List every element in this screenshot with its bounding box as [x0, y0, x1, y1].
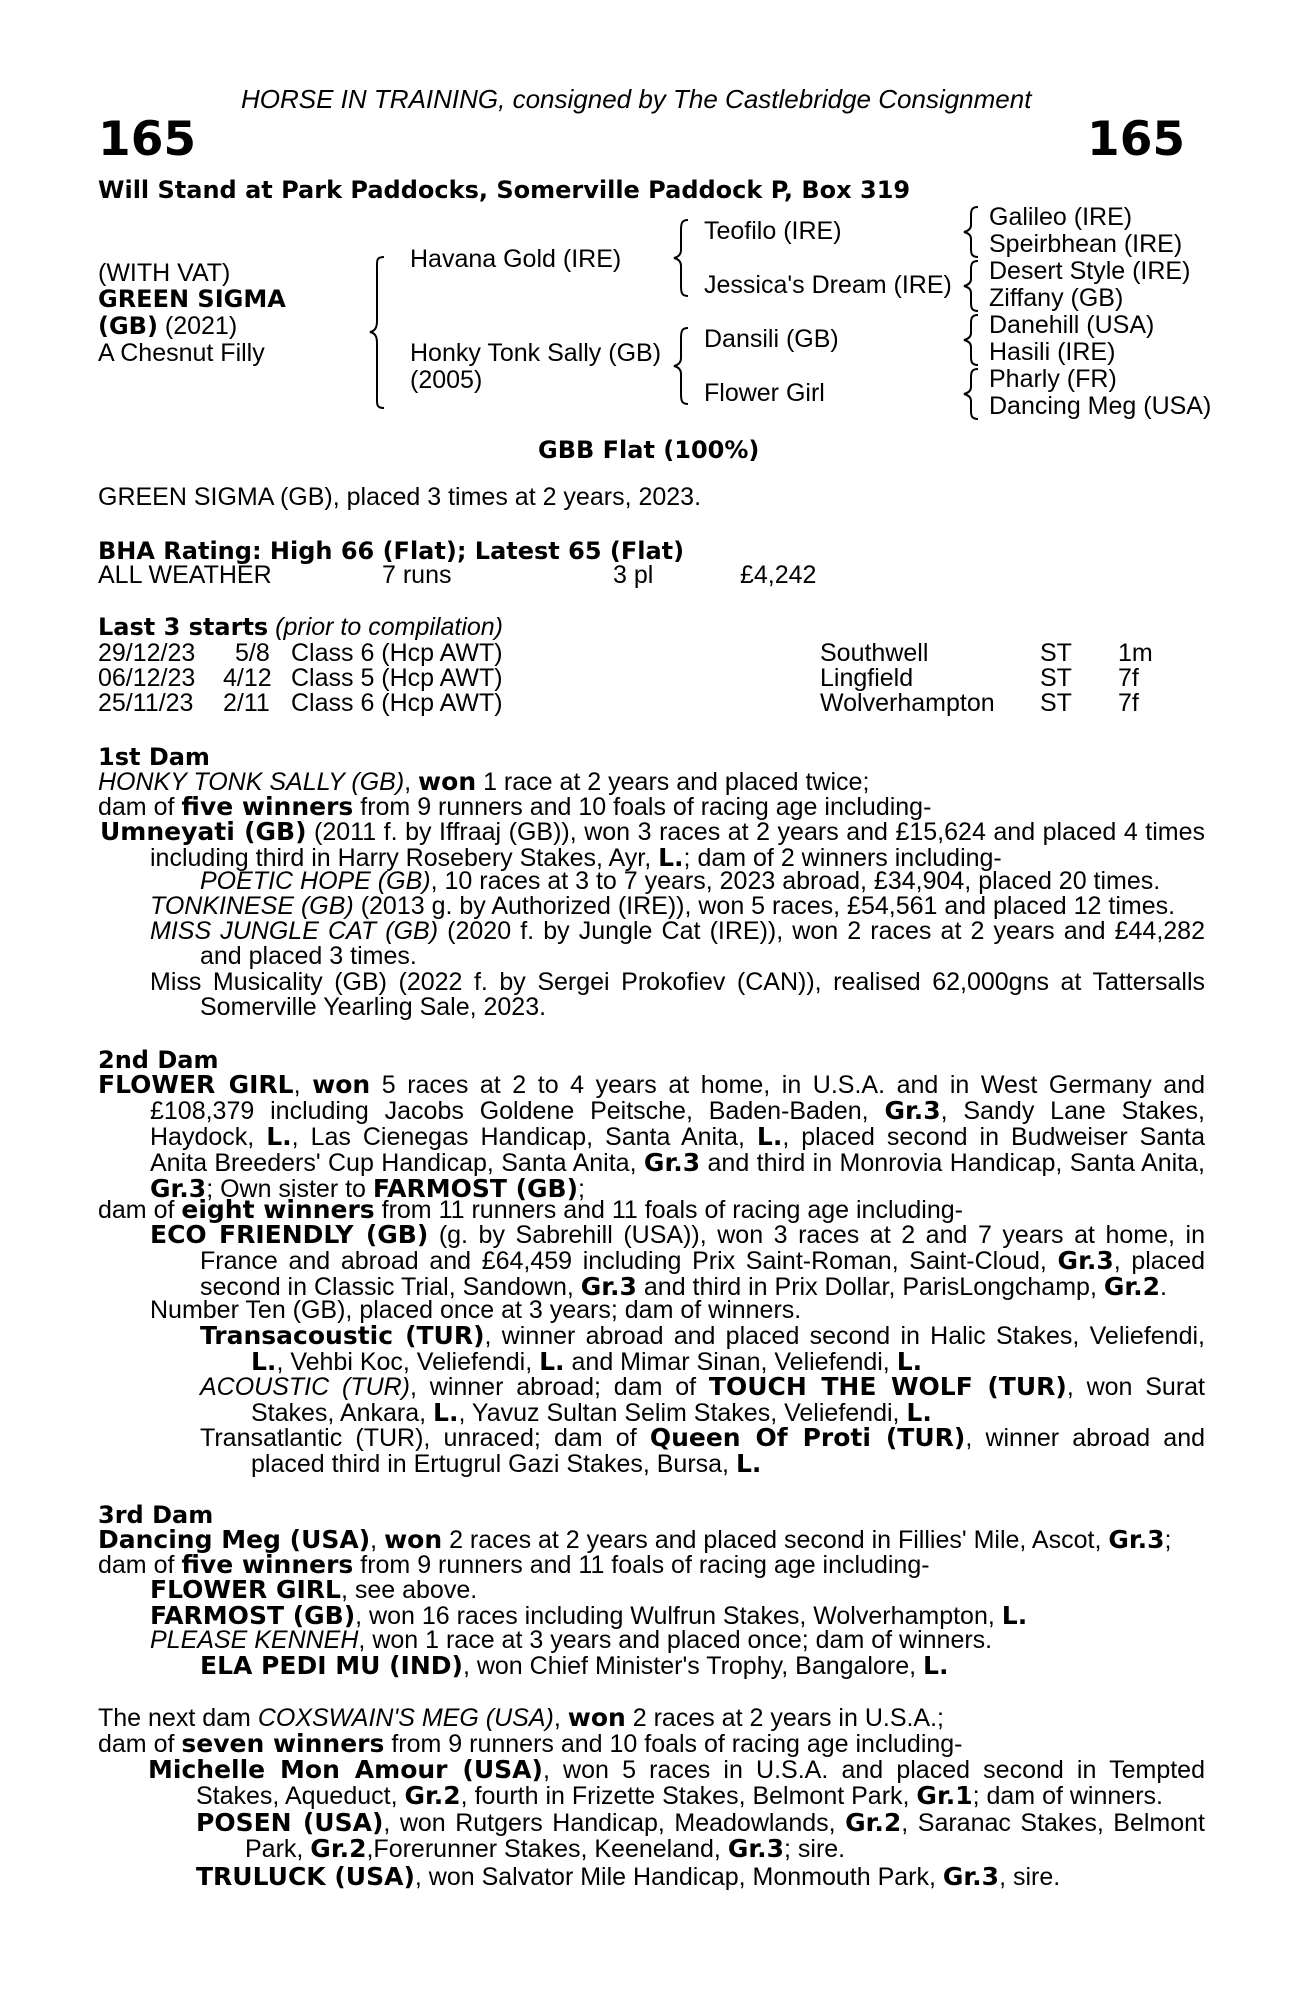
text: Transatlantic (TUR), unraced; dam of — [200, 1424, 650, 1452]
rating-placed: 3 pl — [613, 561, 654, 589]
winners-count: eight winners — [181, 1195, 375, 1224]
text: and third in Prix Dollar, ParisLongchamp, — [636, 1273, 1104, 1301]
progeny-name: FARMOST (GB) — [150, 1601, 356, 1630]
pedigree-dam-year: (2005) — [410, 366, 483, 394]
progeny-entry — [150, 1220, 1206, 1301]
text: , — [404, 768, 419, 796]
progeny-entry — [200, 869, 1160, 894]
text: Miss Musicality (GB) (2022 f. by Sergei Prokofiev (CAN)), realised 62,000gns at Tattersalls Somerville Yearling Sale, 2023. — [150, 968, 1205, 1021]
group-label: Gr.3 — [1057, 1246, 1114, 1275]
text: The next dam — [98, 1704, 258, 1732]
text: dam of — [98, 793, 182, 821]
pedigree-dam-sire: Dansili (GB) — [704, 325, 839, 353]
last-starts-heading — [98, 615, 503, 640]
progeny-entry — [100, 819, 1205, 871]
pedigree-bracket-gs4 — [964, 367, 984, 421]
progeny-name: POETIC HOPE (GB) — [200, 867, 431, 895]
group-label: Gr.3 — [150, 1174, 207, 1203]
dam-name: HONKY TONK SALLY (GB) — [98, 768, 405, 796]
stand-location: Will Stand at Park Paddocks, Somerville Paddock P, Box 319 — [98, 176, 911, 204]
text: , Las Cienegas Handicap, Santa Anita, — [291, 1123, 757, 1151]
text: ; — [578, 1175, 585, 1203]
progeny-name: TRULUCK (USA) — [196, 1862, 415, 1891]
progeny-name: Transacoustic (TUR) — [200, 1321, 485, 1350]
pedigree-dam: Honky Tonk Sally (GB) — [410, 339, 662, 367]
progeny-entry — [150, 1298, 801, 1323]
dam-name: COXSWAIN'S MEG (USA) — [257, 1704, 554, 1732]
progeny-name: PLEASE KENNEH — [150, 1626, 359, 1654]
text: dam of — [98, 1551, 182, 1579]
listed-label: L. — [896, 1347, 923, 1376]
progeny-name: MISS JUNGLE CAT (GB) — [150, 917, 439, 945]
start-date: 25/11/23 — [98, 689, 194, 717]
listed-label: L. — [658, 843, 684, 872]
progeny-entry — [148, 1755, 1205, 1810]
text: ; dam of winners. — [972, 1782, 1163, 1810]
won-label: won — [418, 767, 477, 796]
group-label: Gr.3 — [727, 1834, 784, 1863]
progeny-entry — [196, 1864, 1060, 1890]
start-going: ST — [1040, 639, 1072, 667]
progeny-name: Michelle Mon Amour (USA) — [148, 1755, 543, 1784]
text: , won 16 races including Wulfrun Stakes, Wolverhampton, — [355, 1602, 1002, 1630]
won-label: won — [567, 1703, 626, 1732]
rating-surface: ALL WEATHER — [98, 561, 272, 589]
text: , — [293, 1071, 313, 1099]
progeny-entry — [200, 1372, 1205, 1427]
pedigree-bracket-gs1 — [964, 205, 984, 259]
start-date: 29/12/23 — [98, 639, 196, 667]
pedigree-gg-2: Speirbhean (IRE) — [989, 230, 1183, 258]
text: , — [370, 1526, 385, 1554]
group-label: Gr.2 — [845, 1808, 902, 1837]
text: , see above. — [340, 1576, 478, 1604]
group-label: Gr.2 — [310, 1834, 367, 1863]
text: Number Ten (GB), placed once at 3 years; dam of winners. — [150, 1296, 802, 1324]
horse-suffix: (GB) — [98, 312, 158, 340]
horse-name: GREEN SIGMA — [98, 285, 286, 313]
text: and third in Monrovia Handicap, Santa Anita, — [700, 1149, 1205, 1177]
pedigree-gg-5: Danehill (USA) — [989, 311, 1155, 339]
progeny-name: TOUCH THE WOLF (TUR) — [708, 1372, 1067, 1401]
text: . — [1160, 1273, 1167, 1301]
progeny-name: Umneyati (GB) — [100, 817, 307, 846]
group-label: Gr.3 — [1108, 1525, 1165, 1554]
text: from 9 runners and 11 foals of racing age including- — [353, 1551, 930, 1579]
text: , placed second in Budweiser Santa Anita Breeders' Cup Handicap, Santa Anita, — [150, 1123, 1205, 1177]
text: from 11 runners and 11 foals of racing age including- — [374, 1196, 963, 1224]
last-starts-title: Last 3 starts — [98, 613, 269, 641]
group-label: Gr.1 — [916, 1781, 973, 1810]
dam-name: Dancing Meg (USA) — [98, 1525, 371, 1554]
text: ,Forerunner Stakes, Keeneland, — [366, 1835, 728, 1863]
text: ; sire. — [784, 1835, 846, 1863]
text: dam of — [98, 1196, 182, 1224]
start-race: Class 6 (Hcp AWT) — [291, 639, 503, 667]
text: from 9 runners and 10 foals of racing age including- — [353, 793, 932, 821]
start-race: Class 6 (Hcp AWT) — [291, 689, 503, 717]
progeny-entry — [200, 1321, 1205, 1376]
text: (2013 g. by Authorized (IRE)), won 5 races, £54,561 and placed 12 times. — [353, 892, 1176, 920]
second-dam-line — [98, 1070, 1205, 1203]
start-distance: 1m — [1118, 639, 1153, 667]
start-distance: 7f — [1118, 689, 1139, 717]
start-position: 4/12 — [223, 664, 272, 692]
text: , won 1 race at 3 years and placed once; dam of winners. — [358, 1626, 993, 1654]
text: , winner abroad and placed second in Halic Stakes, Veliefendi, — [484, 1322, 1205, 1350]
vat-note: (WITH VAT) — [98, 259, 231, 287]
progeny-name: ECO FRIENDLY (GB) — [150, 1220, 429, 1249]
text: ; dam of 2 winners including- — [683, 844, 1002, 872]
listed-label: L. — [756, 1122, 783, 1151]
horse-year: (2021) — [157, 312, 238, 340]
progeny-entry — [150, 1628, 992, 1653]
catalogue-header: HORSE IN TRAINING, consigned by The Castlebridge Consignment — [241, 84, 1032, 114]
listed-label: L. — [923, 1651, 949, 1680]
next-dam-line — [98, 1705, 944, 1731]
progeny-name: ACOUSTIC (TUR) — [200, 1373, 411, 1401]
lot-number-left: 165 — [98, 112, 197, 167]
horse-summary: GREEN SIGMA (GB), placed 3 times at 2 years, 2023. — [98, 483, 702, 511]
text: , won Salvator Mile Handicap, Monmouth Park, — [414, 1863, 943, 1891]
progeny-entry — [200, 1423, 1206, 1478]
horse-name-line2 — [98, 314, 237, 339]
text: , 10 races at 3 to 7 years, 2023 abroad, £34,904, placed 20 times. — [430, 867, 1161, 895]
bha-rating: BHA Rating: High 66 (Flat); Latest 65 (Flat) — [98, 537, 685, 565]
text: dam of — [98, 1730, 182, 1758]
text: , sire. — [999, 1863, 1061, 1891]
pedigree-sire: Havana Gold (IRE) — [410, 245, 622, 273]
pedigree-bracket-main — [370, 255, 390, 410]
group-label: Gr.3 — [580, 1272, 637, 1301]
listed-label: L. — [1001, 1601, 1028, 1630]
progeny-name: FLOWER GIRL — [150, 1575, 341, 1604]
progeny-entry — [200, 1653, 948, 1679]
progeny-entry — [150, 968, 1205, 1021]
start-course: Wolverhampton — [820, 689, 995, 717]
text: , won 5 races in U.S.A. and placed second in Tempted Stakes, Aqueduct, — [196, 1756, 1205, 1810]
progeny-entry — [150, 1577, 477, 1603]
progeny-name: TONKINESE (GB) — [150, 892, 354, 920]
rating-earnings: £4,242 — [740, 561, 817, 589]
progeny-entry — [150, 894, 1175, 919]
text: , fourth in Frizette Stakes, Belmont Park, — [460, 1782, 917, 1810]
group-label: Gr.2 — [1103, 1272, 1161, 1301]
text: (2011 f. by Iffraaj (GB)), won 3 races at 2 years and £15,624 and placed 4 times including third in Harry Rosebery Stakes, Ayr, — [150, 818, 1206, 872]
sibling-name: FARMOST (GB) — [372, 1174, 579, 1203]
text: 2 races at 2 years and placed second in Fillies' Mile, Ascot, — [442, 1526, 1109, 1554]
pedigree-bracket-gs3 — [964, 313, 984, 367]
start-position: 2/11 — [223, 689, 270, 717]
winners-count: five winners — [181, 1550, 354, 1579]
text: ; Own sister to — [206, 1175, 373, 1203]
winners-count: five winners — [181, 792, 354, 821]
third-dam-heading: 3rd Dam — [98, 1501, 214, 1529]
won-label: won — [384, 1525, 443, 1554]
lot-number-right: 165 — [1087, 112, 1186, 167]
text: , won Rutgers Handicap, Meadowlands, — [383, 1809, 846, 1837]
listed-label: L. — [433, 1398, 459, 1427]
first-dam-heading: 1st Dam — [98, 743, 210, 771]
pedigree-gg-3: Desert Style (IRE) — [989, 257, 1191, 285]
gbb-rating: GBB Flat (100%) — [538, 436, 760, 464]
text: 1 race at 2 years and placed twice; — [476, 768, 870, 796]
listed-label: L. — [266, 1122, 292, 1151]
pedigree-bracket-dam — [674, 326, 694, 406]
text: , — [553, 1704, 568, 1732]
listed-label: L. — [539, 1347, 565, 1376]
horse-description: A Chesnut Filly — [98, 339, 265, 367]
text: (g. by Sabrehill (USA)), won 3 races at 2 and 7 years at home, in France and abroad and £64,459 including Prix Saint-Roman, Saint-Cloud, — [200, 1221, 1205, 1275]
listed-label: L. — [735, 1449, 762, 1478]
pedigree-gg-6: Hasili (IRE) — [989, 338, 1116, 366]
start-race: Class 5 (Hcp AWT) — [291, 664, 503, 692]
pedigree-sire-dam: Jessica's Dream (IRE) — [704, 271, 952, 299]
pedigree-gg-7: Pharly (FR) — [989, 365, 1117, 393]
listed-label: L. — [906, 1398, 932, 1427]
next-dam-produce-line — [98, 1731, 963, 1757]
pedigree-sire-sire: Teofilo (IRE) — [704, 217, 842, 245]
text: , Yavuz Sultan Selim Stakes, Veliefendi, — [458, 1399, 907, 1427]
text: , winner abroad; dam of — [410, 1373, 709, 1401]
progeny-entry — [150, 917, 1205, 970]
start-distance: 7f — [1118, 664, 1139, 692]
text: from 9 runners and 10 foals of racing age including- — [384, 1730, 963, 1758]
progeny-name: Queen Of Proti (TUR) — [649, 1423, 966, 1452]
text: , Vehbi Koc, Veliefendi, — [276, 1348, 540, 1376]
group-label: Gr.3 — [942, 1862, 1000, 1891]
text: , won Chief Minister's Trophy, Bangalore, — [462, 1652, 924, 1680]
group-label: Gr.3 — [884, 1096, 941, 1125]
pedigree-gg-8: Dancing Meg (USA) — [989, 392, 1212, 420]
start-going: ST — [1040, 689, 1072, 717]
pedigree-bracket-sire — [674, 218, 694, 298]
text: (2020 f. by Jungle Cat (IRE)), won 2 races at 2 years and £44,282 and placed 3 times. — [200, 917, 1205, 970]
start-position: 5/8 — [235, 639, 270, 667]
won-label: won — [312, 1070, 371, 1099]
text: ; — [1164, 1526, 1172, 1554]
text: , Sandy Lane Stakes, Haydock, — [150, 1097, 1205, 1151]
text: , Saranac Stakes, Belmont Park, — [245, 1809, 1206, 1863]
text: 2 races at 2 years in U.S.A.; — [625, 1704, 945, 1732]
winners-count: seven winners — [181, 1729, 385, 1758]
pedigree-dam-dam: Flower Girl — [704, 379, 825, 407]
text: , won Surat Stakes, Ankara, — [251, 1373, 1205, 1427]
listed-label: L. — [251, 1347, 277, 1376]
last-starts-note: (prior to compilation) — [268, 613, 504, 641]
group-label: Gr.3 — [643, 1148, 701, 1177]
pedigree-gg-1: Galileo (IRE) — [989, 203, 1133, 231]
start-course: Southwell — [820, 639, 929, 667]
pedigree-gg-4: Ziffany (GB) — [989, 284, 1124, 312]
start-date: 06/12/23 — [98, 664, 196, 692]
rating-runs: 7 runs — [382, 561, 452, 589]
dam-name: FLOWER GIRL — [98, 1070, 294, 1099]
second-dam-heading: 2nd Dam — [98, 1046, 219, 1074]
text: , winner abroad and placed third in Ertugrul Gazi Stakes, Bursa, — [251, 1424, 1206, 1478]
start-course: Lingfield — [820, 664, 914, 692]
group-label: Gr.2 — [404, 1781, 461, 1810]
text: 5 races at 2 to 4 years at home, in U.S.A. and in West Germany and £108,379 including Jacobs Goldene Peitsche, Baden-Baden, — [150, 1071, 1205, 1125]
text: , placed second in Classic Trial, Sandown, — [200, 1247, 1206, 1301]
progeny-entry — [196, 1808, 1206, 1863]
pedigree-bracket-gs2 — [964, 259, 984, 313]
progeny-name: ELA PEDI MU (IND) — [200, 1651, 463, 1680]
start-going: ST — [1040, 664, 1072, 692]
text: and Mimar Sinan, Veliefendi, — [564, 1348, 897, 1376]
progeny-name: POSEN (USA) — [196, 1808, 384, 1837]
